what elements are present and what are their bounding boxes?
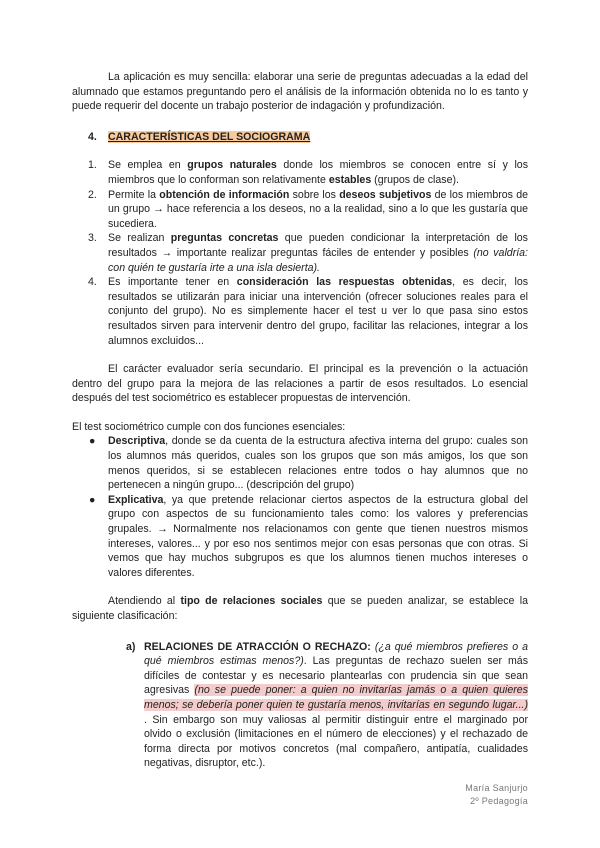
relations-paragraph: Atendiendo al tipo de relaciones sociales que se pueden analizar, se establece la siguiente clasificación: bbox=[72, 595, 528, 622]
evaluator-paragraph: El carácter evaluador sería secundario. El principal es la prevención o la actuación dentro del grupo para la mejora de las relaciones a partir de esos resultados. Lo esencial después del test sociométrico es establecer propuestas de intervención. bbox=[72, 363, 528, 405]
item-marker: a) bbox=[126, 640, 136, 653]
section-number: 4. bbox=[88, 130, 97, 143]
course-name: 2º Pedagogía bbox=[470, 796, 528, 806]
page-footer bbox=[465, 782, 528, 808]
intro-paragraph: La aplicación es muy sencilla: elaborar una serie de preguntas adecuadas a la edad del alumnado que estamos preguntando pero el análisis de la información obtenida no lo es tanto y puede requerir del docente un trabajo posterior de indagación y profundización. bbox=[72, 71, 528, 113]
list-item: ● Explicativa, ya que pretende relacionar ciertos aspectos de la estructura global del grupo con aspectos de su funcionamiento tales como: los valores y preferencias grupales. → Normalmente nos relacionamos con gente que tienen nuestros mismos intereses, valores... y por eso nos sentimos mejor con esas personas que con otras. Si vemos que hay muchos subgrupos es que los alumnos tienen muchos intereses o valores diferentes. bbox=[89, 493, 528, 579]
section-heading bbox=[72, 130, 528, 145]
author-name: María Sanjurjo bbox=[465, 783, 528, 793]
highlighted-note: (no se puede poner: a quien no invitarías jamás o a quien quieres menos; se debería poner quien te gustaría menos, invitarías en segundo lugar...) bbox=[144, 684, 528, 711]
functions-intro: El test sociométrico cumple con dos funciones esenciales: bbox=[72, 420, 346, 433]
section-title: CARACTERÍSTICAS DEL SOCIOGRAMA bbox=[108, 130, 311, 143]
relations-item-a: a) RELACIONES DE ATRACCIÓN O RECHAZO: (¿a qué miembros prefieres o a qué miembros estimas menos?). Las preguntas de rechazo suelen ser más difíciles de contestar y es necesario plantearlas con prudencia sin que sean agresivas (no se puede poner: a quien no invitarías jamás o a quien quieres menos; se debería poner quien te gustaría menos, invitarías en segundo lugar...) . Sin embargo son muy valiosas al permitir distinguir entre el marginado por olvido o exclusión (limitaciones en el número de elecciones) y el rechazado de forma directa por motivos concretos (mal compañero, antipatía, cualidades negativas, disruptor, etc.). bbox=[126, 640, 529, 770]
bullet-icon: ● bbox=[89, 435, 96, 448]
list-item: 1. Se emplea en grupos naturales donde los miembros se conocen entre sí y los miembros que lo conforman son relativamente estables (grupos de clase). bbox=[88, 159, 528, 186]
list-item: 2. Permite la obtención de información sobre los deseos subjetivos de los miembros de un grupo → hace referencia a los deseos, no a la realidad, sino a lo que les gustaría que sucediera. bbox=[88, 188, 528, 230]
functions-list bbox=[72, 434, 528, 580]
bullet-icon: ● bbox=[89, 493, 96, 506]
document-page bbox=[72, 70, 528, 771]
item-heading: RELACIONES DE ATRACCIÓN O RECHAZO: bbox=[144, 640, 371, 653]
list-item: ● Descriptiva, donde se da cuenta de la estructura afectiva interna del grupo: cuales son los alumnos más queridos, cuales son los grupos que son más amigos, los que son menos queridos, si se establecen relaciones entre todos o hay alumnos que no pertenecen a ningún grupo... (descripción del grupo) bbox=[89, 435, 528, 492]
list-item: 3. Se realizan preguntas concretas que pueden condicionar la interpretación de los resultados → importante realizar preguntas fáciles de entender y posibles (no valdría: con quién te gustaría irte a una isla desierta). bbox=[88, 232, 528, 274]
features-list bbox=[72, 158, 528, 348]
list-item: 4. Es importante tener en consideración las respuestas obtenidas, es decir, los resultados se utilizarán para iniciar una intervención (ofrecer soluciones reales para el conjunto del grupo). No es simplemente hacer el test u ver lo que pasa sino estos resultados sirven para intervenir dentro del grupo, facilitar las relaciones, integrar a los alumnos excluidos... bbox=[88, 276, 529, 347]
